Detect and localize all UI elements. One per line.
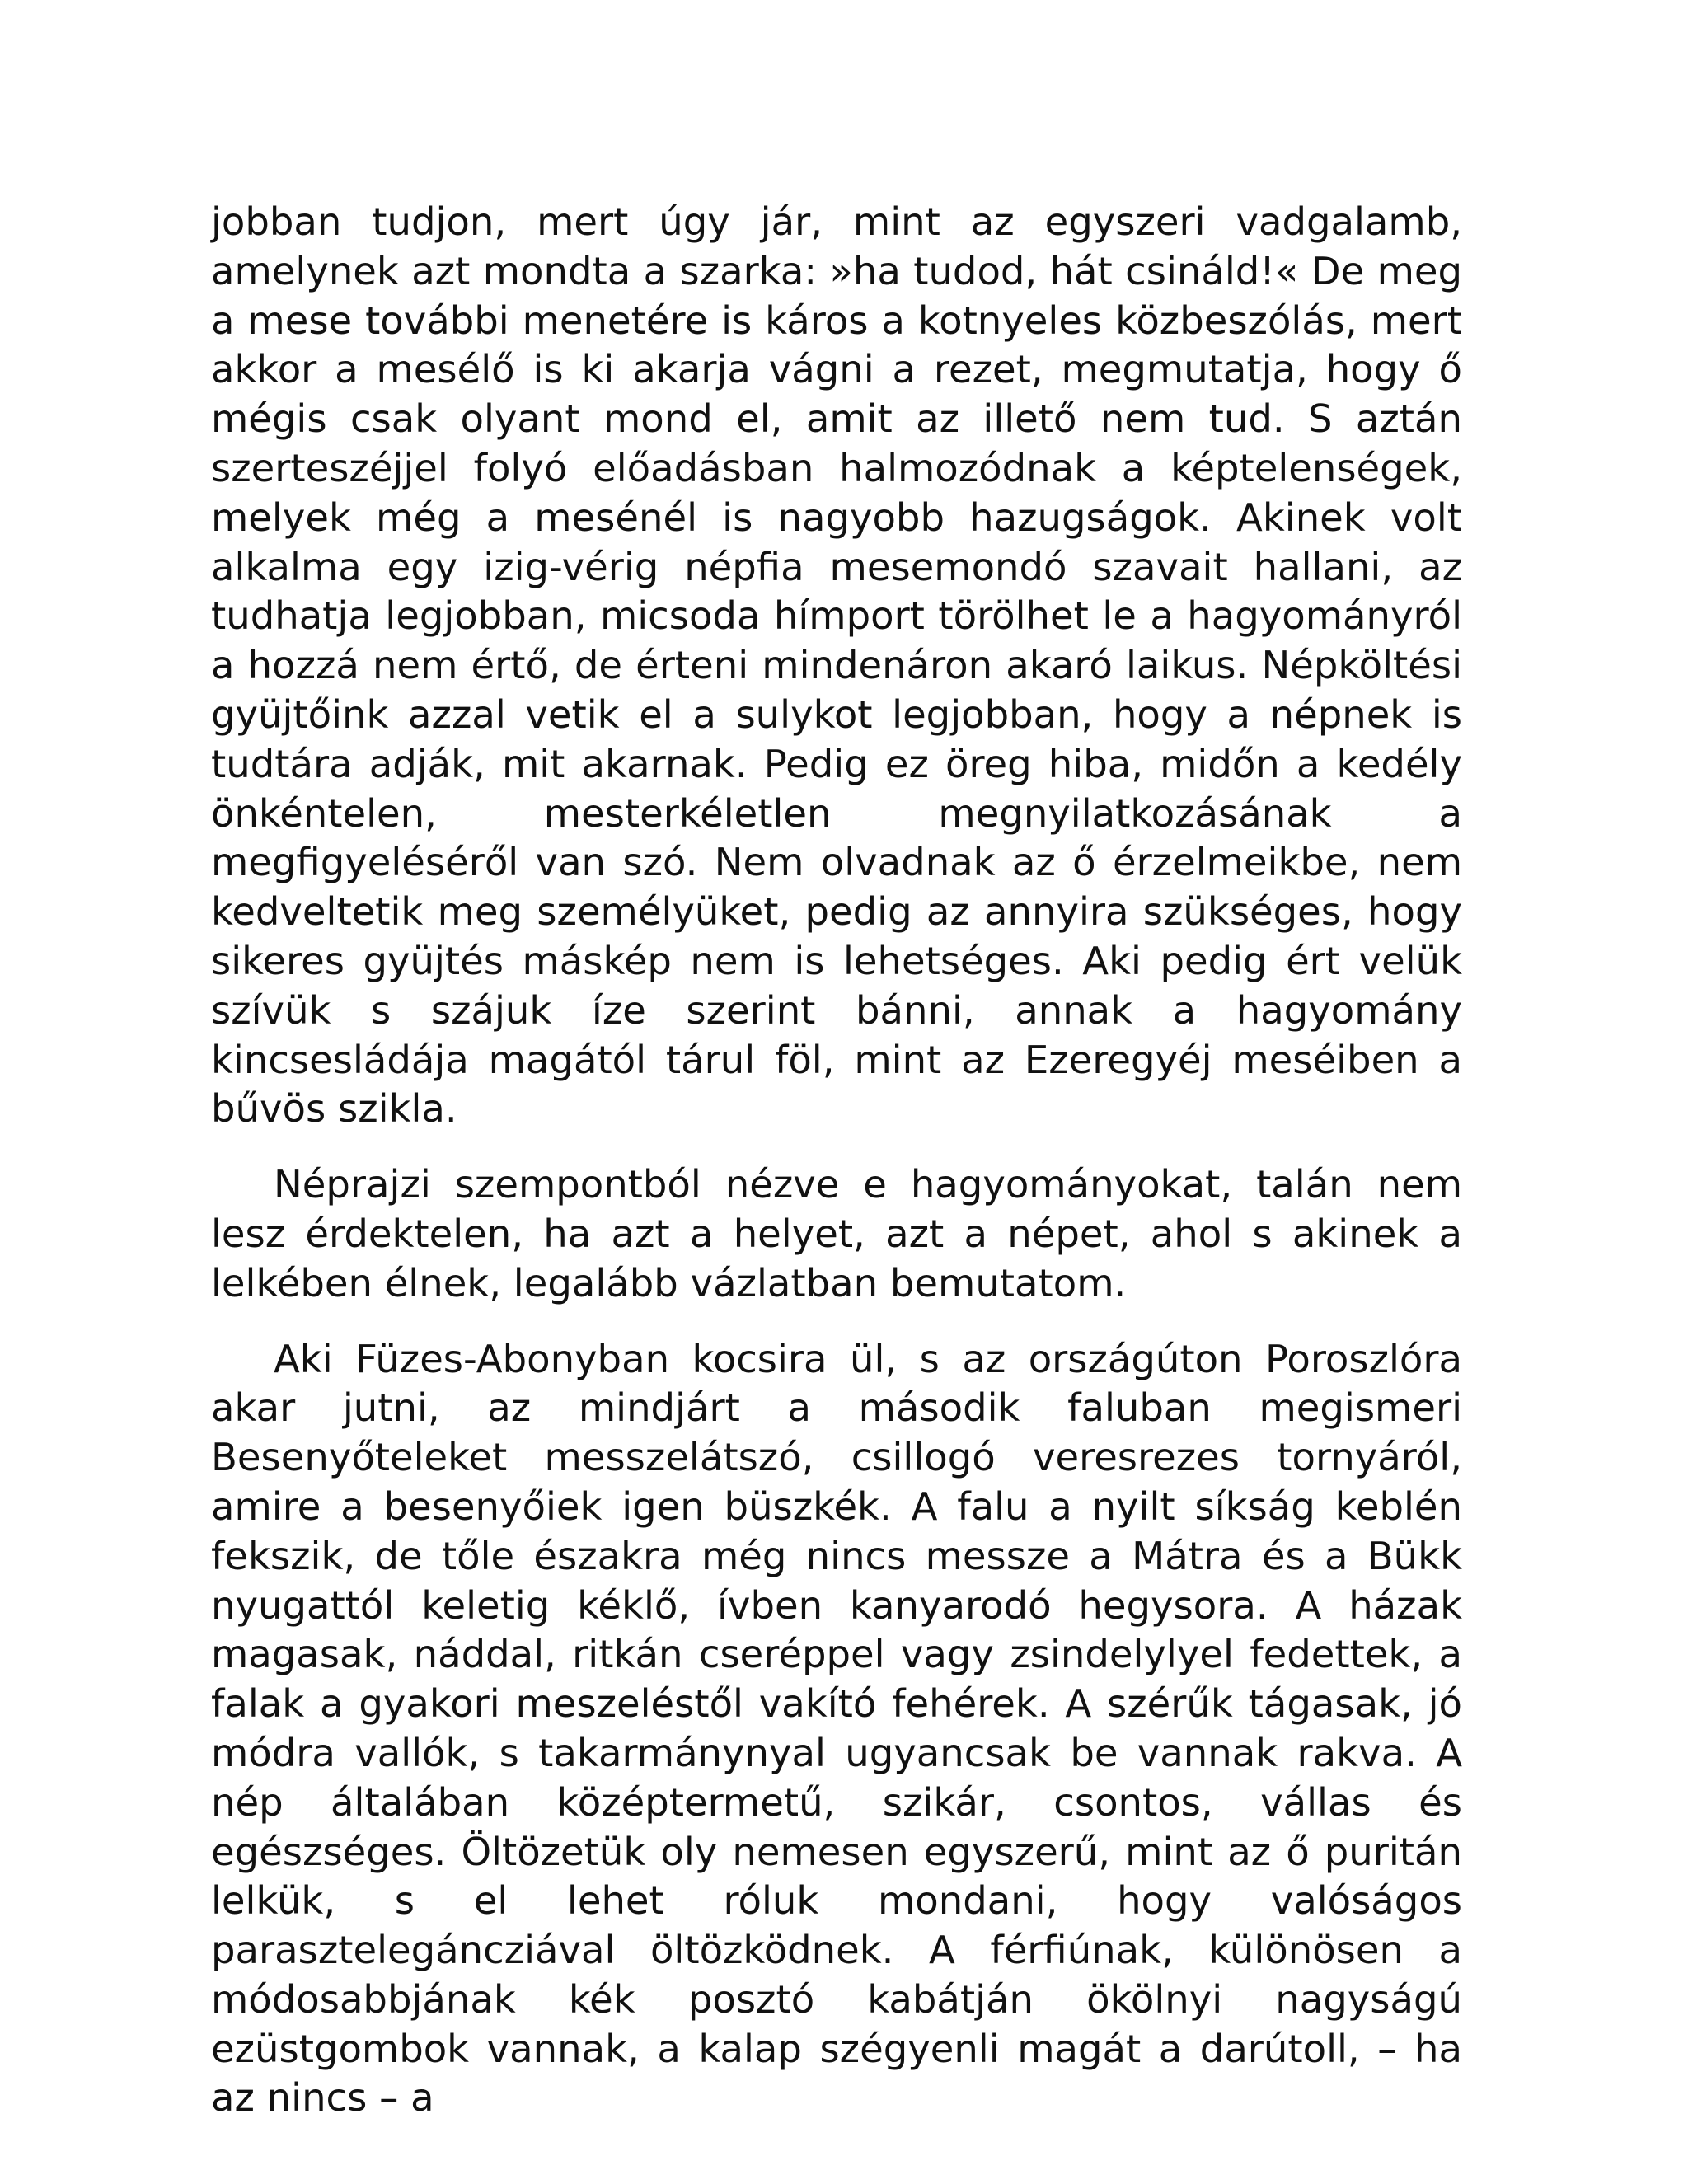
paragraph-2: Néprajzi szempontból nézve e hagyományokat, talán nem lesz érdektelen, ha azt a helyet, azt a népet, ahol s akinek a lelkében élnek, legalább vázlatban bemutatom. <box>211 1162 1462 1305</box>
paragraph-3: Aki Füzes-Abonyban kocsira ül, s az országúton Poroszlóra akar jutni, az mindjárt a második faluban megismeri Besenyőteleket messzelátszó, csillogó veresrezes tornyáról, amire a besenyőiek igen büszkék. A falu a nyilt síkság keblén fekszik, de tőle északra még nincs messze a Mátra és a Bükk nyugattól keletig kéklő, ívben kanyarodó hegysora. A házak magasak, náddal, ritkán cseréppel vagy zsindelylyel fedettek, a falak a gyakori meszeléstől vakító fehérek. A szérűk tágasak, jó módra vallók, s takarmánynyal ugyancsak be vannak rakva. A nép általában középtermetű, szikár, csontos, vállas és egészséges. Öltözetük oly nemesen egyszerű, mint az ő puritán lelkük, s el lehet róluk mondani, hogy valóságos parasztelegáncziával öltözködnek. A férfiúnak, különösen a módosabbjának kék posztó kabátján ökölnyi nagyságú ezüstgombok vannak, a kalap szégyenli magát a darútoll, – ha az nincs – a <box>211 1336 1462 2121</box>
paragraph-1: jobban tudjon, mert úgy jár, mint az egyszeri vadgalamb, amelynek azt mondta a szarka: »ha tudod, hát csináld!« De meg a mese további menetére is káros a kotnyeles közbeszólás, mert akkor a mesélő is ki akarja vágni a rezet, megmutatja, hogy ő mégis csak olyant mond el, amit az illető nem tud. S aztán szerteszéjjel folyó előadásban halmozódnak a képtelenségek, melyek még a mesénél is nagyobb hazugságok. Akinek volt alkalma egy izig-vérig népfia mesemondó szavait hallani, az tudhatja legjobban, micsoda hímport törölhet le a hagyományról a hozzá nem értő, de érteni mindenáron akaró laikus. Népköltési gyüjtőink azzal vetik el a sulykot legjobban, hogy a népnek is tudtára adják, mit akarnak. Pedig ez öreg hiba, midőn a kedély önkéntelen, mesterkéletlen megnyilatkozásának a megfigyeléséről van szó. Nem olvadnak az ő érzelmeikbe, nem kedveltetik meg személyüket, pedig az annyira szükséges, hogy sikeres gyüjtés máskép nem is lehetséges. Aki pedig ért velük szívük s szájuk íze szerint bánni, annak a hagyomány kincsesládája magától tárul föl, mint az Ezeregyéj meséiben a bűvös szikla. <box>211 199 1462 1132</box>
document-page <box>211 198 1462 2123</box>
